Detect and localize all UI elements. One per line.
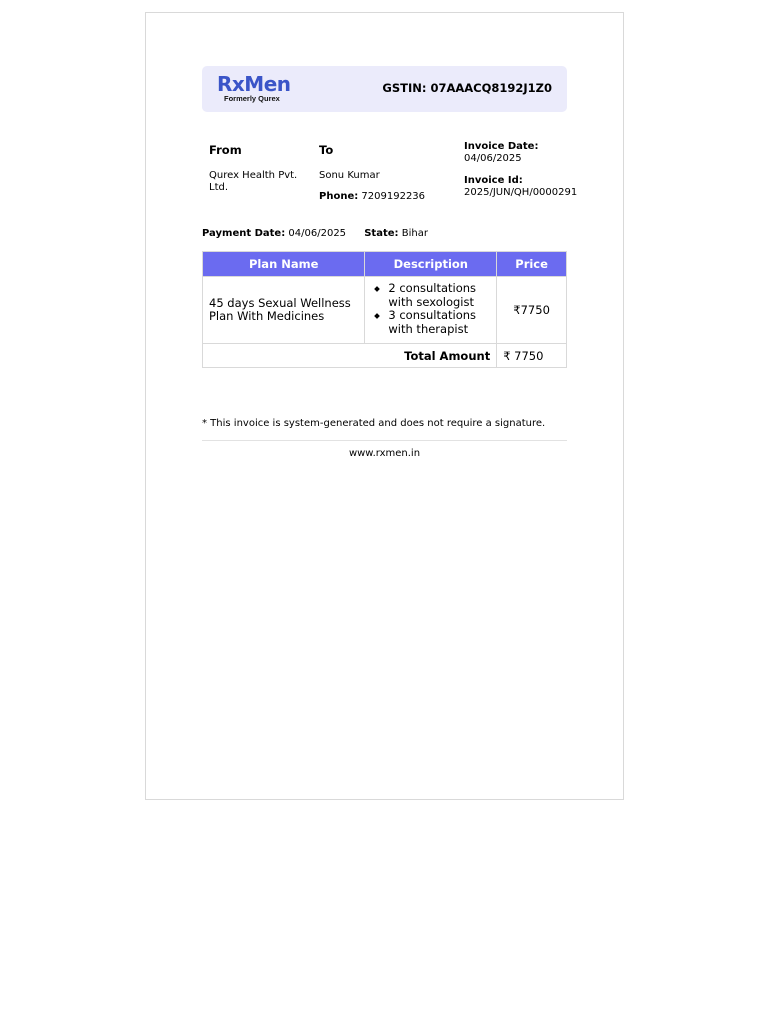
invoice-page <box>145 12 624 800</box>
phone-label: Phone: <box>319 190 359 202</box>
to-name: Sonu Kumar <box>319 170 380 181</box>
to-heading: To <box>319 143 334 157</box>
to-phone <box>319 191 449 202</box>
plan-name-cell: 45 days Sexual Wellness Plan With Medicines <box>203 277 365 344</box>
payment-date <box>202 228 346 239</box>
from-name: Qurex Health Pvt. Ltd. <box>209 170 298 193</box>
from-heading: From <box>209 143 242 157</box>
footer-divider <box>202 440 567 441</box>
table-header-row <box>203 252 567 277</box>
total-row <box>203 344 567 368</box>
description-list <box>373 282 490 336</box>
system-generated-note: * This invoice is system-generated and does not require a signature. <box>202 418 546 429</box>
invoice-header <box>202 66 567 112</box>
items-table <box>202 251 567 368</box>
description-item: 3 consultations with therapist <box>373 309 490 336</box>
parties-section <box>209 143 589 223</box>
invoice-id-value: 2025/JUN/QH/0000291 <box>464 187 578 198</box>
state <box>364 228 428 239</box>
header-description: Description <box>365 252 497 277</box>
description-cell <box>365 277 497 344</box>
from-column <box>209 143 309 193</box>
to-column <box>319 143 449 202</box>
invoice-info-column <box>464 141 589 199</box>
phone-value: 7209192236 <box>361 190 426 202</box>
website-link[interactable]: www.rxmen.in <box>348 448 421 459</box>
invoice-id-label: Invoice Id: <box>464 175 523 186</box>
total-value: ₹ 7750 <box>497 344 567 368</box>
header-plan-name: Plan Name <box>203 252 365 277</box>
description-item: 2 consultations with sexologist <box>373 282 490 309</box>
header-price: Price <box>497 252 567 277</box>
payment-date-value: 04/06/2025 <box>288 228 347 239</box>
logo-subtitle: Formerly Qurex <box>224 94 280 103</box>
state-value: Bihar <box>401 228 428 239</box>
rxmen-logo <box>217 74 291 103</box>
logo-wordmark: RxMen <box>217 72 291 96</box>
gstin-number: GSTIN: 07AAACQ8192J1Z0 <box>382 81 552 95</box>
payment-meta <box>202 228 443 239</box>
payment-date-label: Payment Date: <box>202 228 286 239</box>
state-label: State: <box>364 228 399 239</box>
table-row <box>203 277 567 344</box>
invoice-date-value: 04/06/2025 <box>464 153 522 164</box>
total-label: Total Amount <box>203 344 497 368</box>
invoice-date-label: Invoice Date: <box>464 141 539 152</box>
price-cell: ₹7750 <box>497 277 567 344</box>
